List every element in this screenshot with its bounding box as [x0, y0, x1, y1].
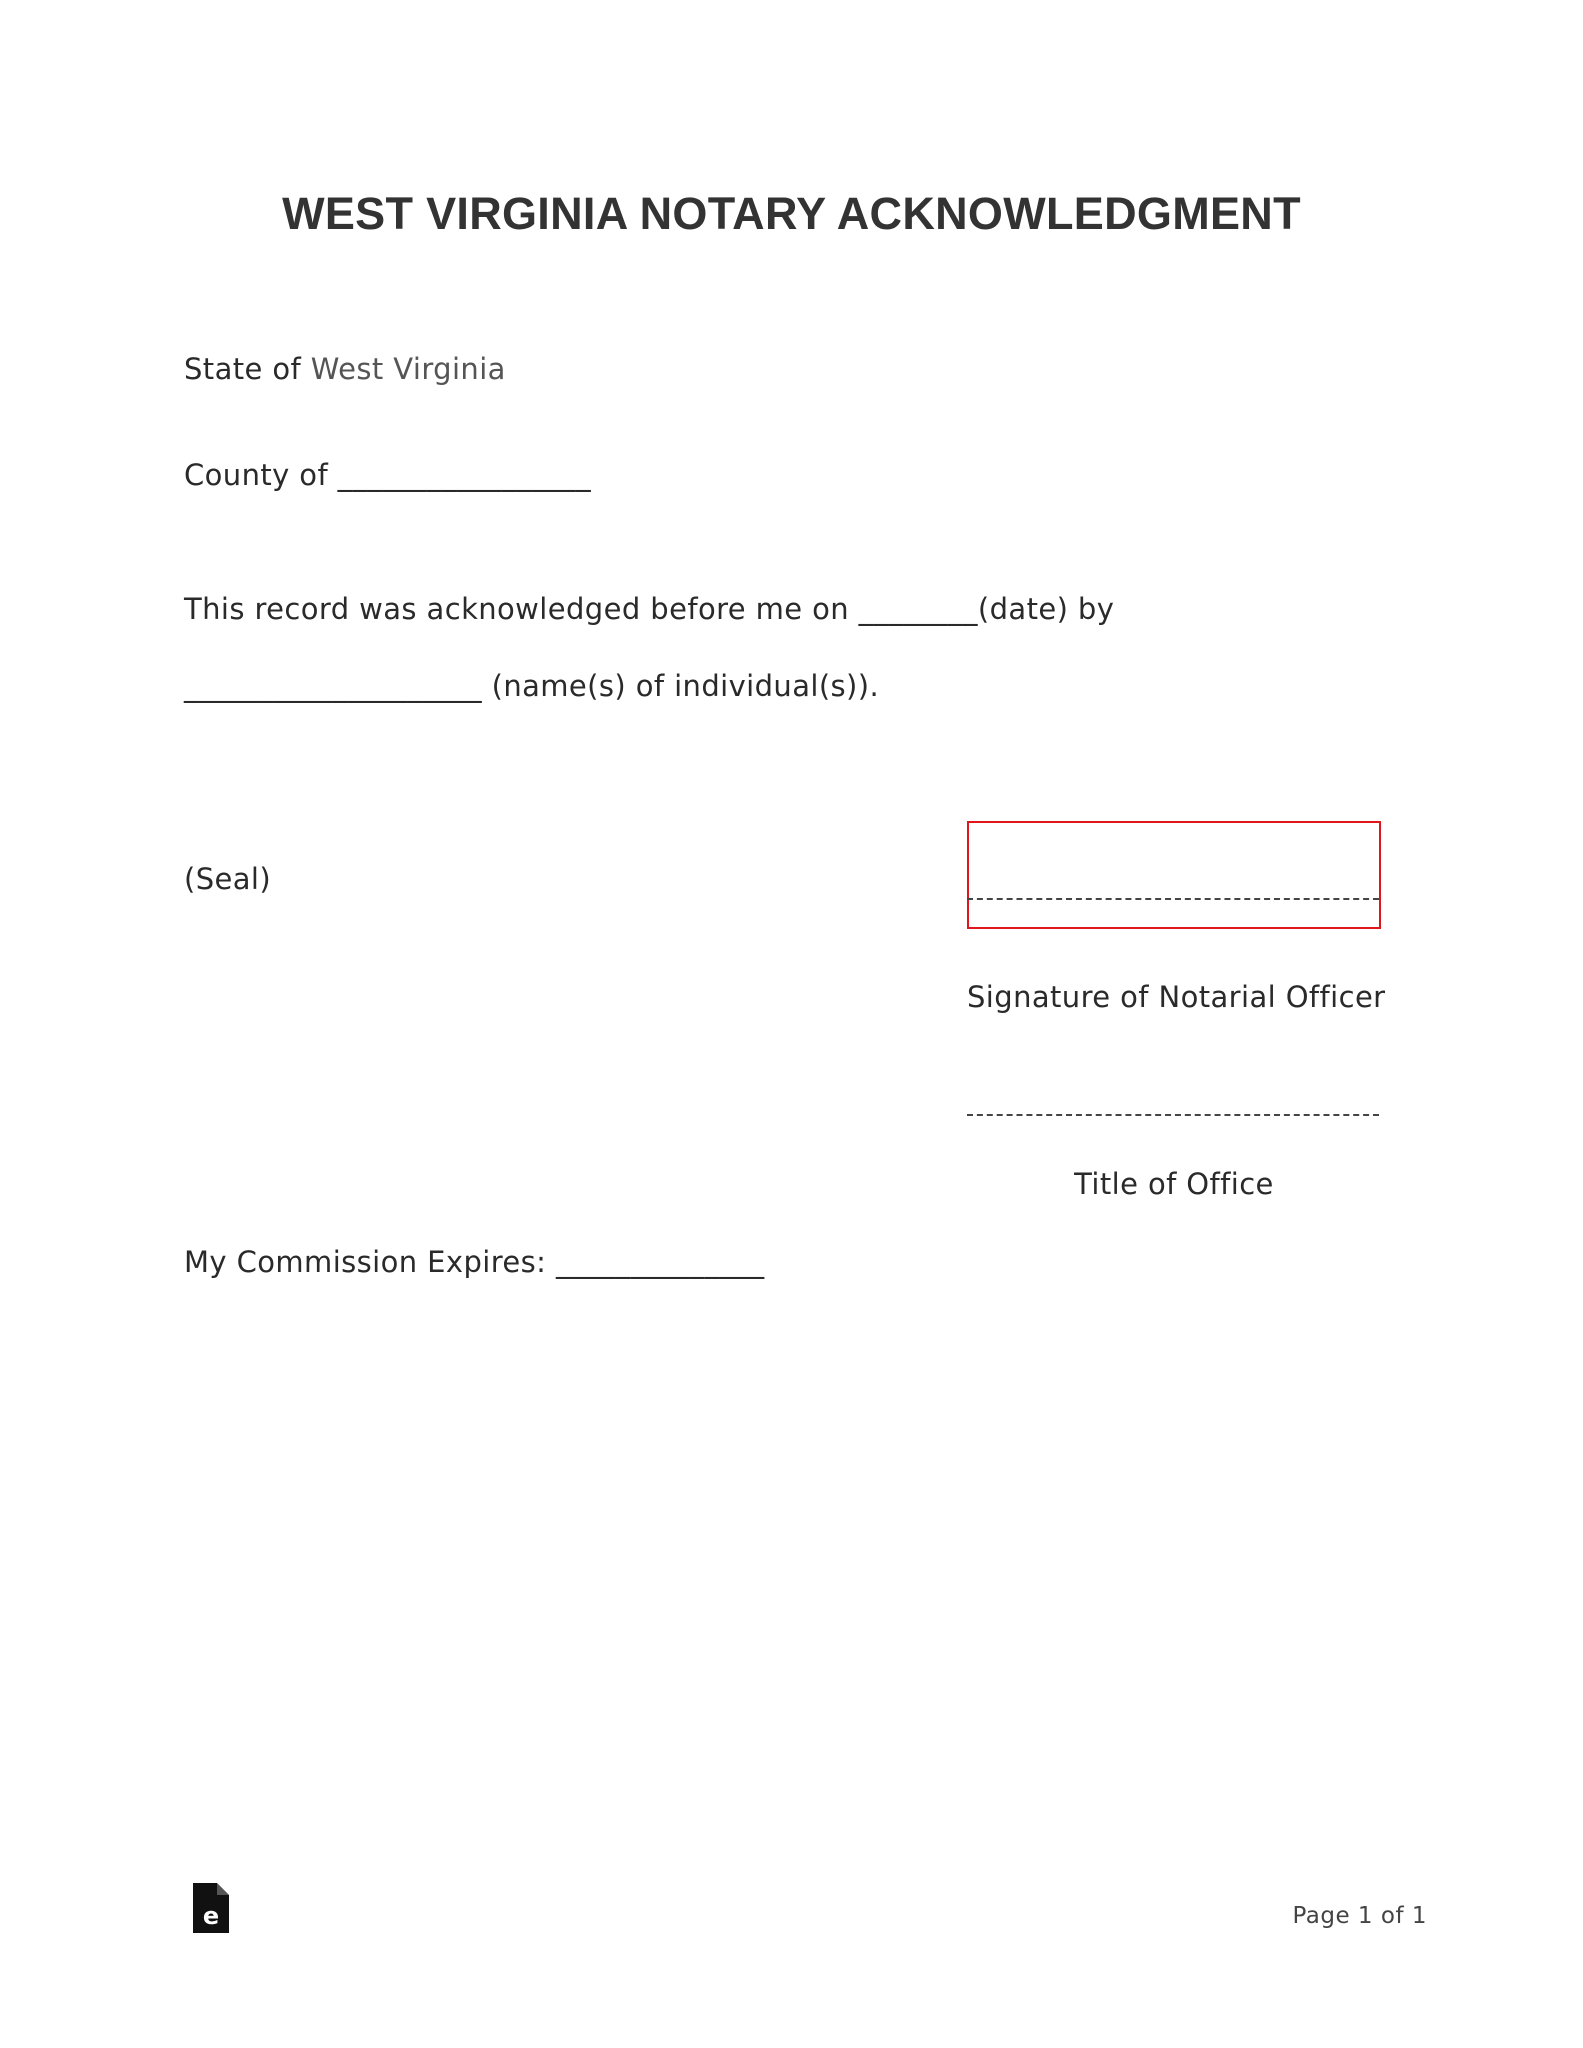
document-title: WEST VIRGINIA NOTARY ACKNOWLEDGMENT — [282, 188, 1301, 239]
svg-text:e: e — [202, 1902, 220, 1930]
signature-label: Signature of Notarial Officer — [967, 980, 1386, 1014]
county-line: County of _________________ — [184, 458, 591, 492]
page-number: Page 1 of 1 — [1292, 1903, 1427, 1929]
eforms-document-icon — [193, 1883, 229, 1933]
title-of-office-label: Title of Office — [1074, 1167, 1274, 1201]
state-line — [184, 352, 506, 386]
commission-expires-line: My Commission Expires: ______________ — [184, 1245, 765, 1279]
record-line-2: ____________________ (name(s) of individual(s)). — [184, 669, 880, 703]
signature-field[interactable] — [967, 821, 1381, 929]
state-label: State of — [184, 352, 311, 386]
state-value: West Virginia — [310, 352, 506, 386]
seal-label: (Seal) — [184, 862, 272, 896]
title-of-office-underline[interactable] — [967, 1114, 1379, 1116]
signature-underline — [967, 898, 1379, 900]
record-line-1: This record was acknowledged before me on ________(date) by — [184, 592, 1115, 626]
